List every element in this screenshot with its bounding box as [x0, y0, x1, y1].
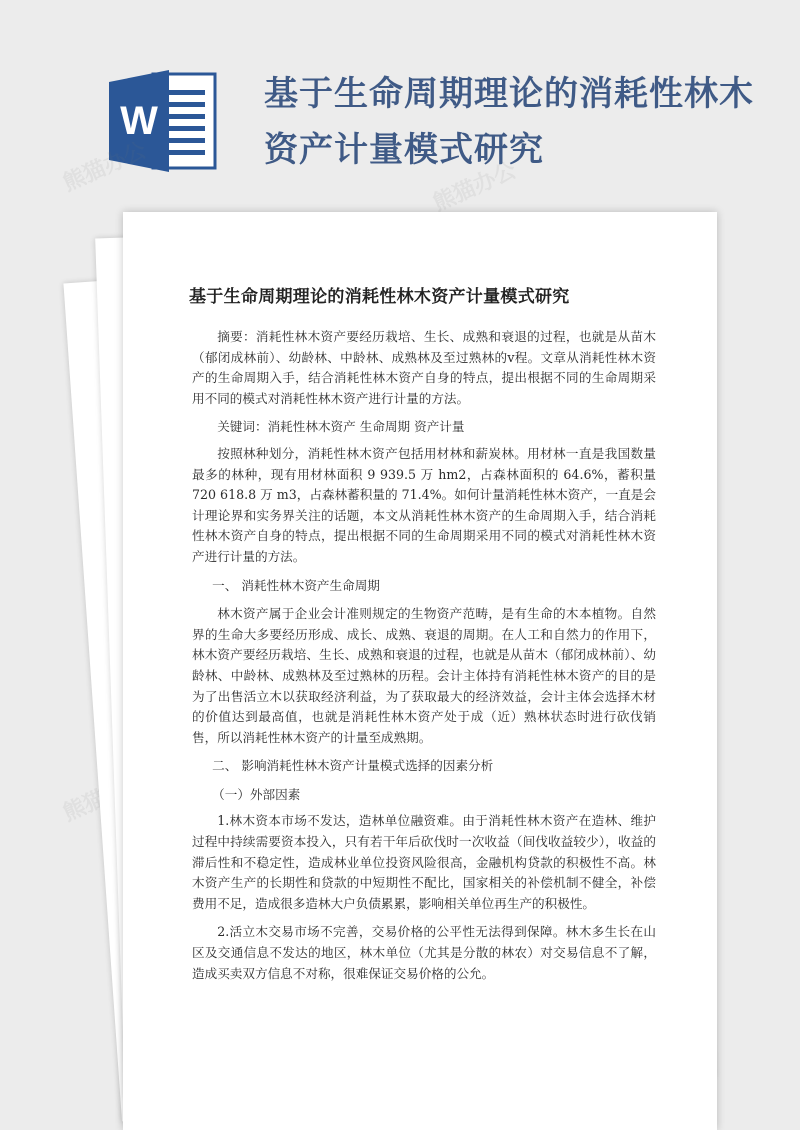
word-icon-letter: W — [120, 99, 158, 143]
section2-heading: 二、 影响消耗性林木资产计量模式选择的因素分析 — [212, 758, 494, 774]
intro-paragraph: 按照林种划分，消耗性林木资产包括用材林和薪炭林。用材林一直是我国数量最多的林种，现有用材林面积 9 939.5 万 hm2，占森林面积的 64.6%，蓄积量 720 618.8 万 m3，占森林蓄积量的 71.4%。如何计量消耗性林木资产，一直是会计理论界和实务界关注的话题，本文从消耗性林木资产的生命周期入手，结合消耗性林木资产自身的特点，提出根据不同的生命周期采用不同的模式对消耗性林木资产进行计量的方法。 — [192, 445, 656, 564]
document-title: 基于生命周期理论的消耗性林木资产计量模式研究 — [189, 287, 570, 307]
keywords-line: 关键词：消耗性林木资产 生命周期 资产计量 — [217, 419, 465, 435]
point1-paragraph: 1.林木资本市场不发达，造林单位融资难。由于消耗性林木资产在造林、维护过程中持续需要资本投入，只有若干年后砍伐时一次收益（间伐收益较少），收益的滞后性和不稳定性，造成林业单位投资风险很高，金融机构贷款的积极性不高。林木资产生产的长期性和贷款的中短期性不配比，国家相关的补偿机制不健全，补偿费用不足，造成很多造林大户负债累累，影响相关单位再生产的积极性。 — [192, 813, 656, 911]
watermark: 熊猫办公 — [429, 158, 521, 217]
point2-paragraph: 2.活立木交易市场不完善，交易价格的公平性无法得到保障。林木多生长在山区及交通信息不发达的地区，林木单位（尤其是分散的林农）对交易信息不了解，造成买卖双方信息不对称，很难保证交易价格的公允。 — [192, 924, 656, 981]
section1-heading: 一、 消耗性林木资产生命周期 — [212, 577, 380, 593]
watermark: 熊猫办公 — [59, 138, 151, 197]
section1-paragraph: 林木资产属于企业会计准则规定的生物资产范畴，是有生命的木本植物。自然界的生命大多要经历形成、成长、成熟、衰退的周期。在人工和自然力的作用下，林木资产要经历栽培、生长、成熟和衰退的过程，也就是从苗木（郁闭成林前）、幼龄林、中龄林、成熟林及至过熟林的历程。会计主体持有消耗性林木资产的目的是为了出售活立木以获取经济利益，为了获取最大的经济效益，会计主体会选择木材的价值达到最高值，也就是消耗性林木资产处于成（近）熟林状态时进行砍伐销售，所以消耗性林木资产的计量至成熟期。 — [192, 606, 656, 745]
word-document-icon — [107, 66, 225, 176]
page-header-title: 基于生命周期理论的消耗性林木资产计量模式研究 — [264, 74, 754, 170]
document-body — [192, 327, 656, 992]
section2-subheading: （一）外部因素 — [212, 786, 301, 802]
abstract-paragraph: 摘要：消耗性林木资产要经历栽培、生长、成熟和衰退的过程，也就是从苗木（郁闭成林前）、幼龄林、中龄林、成熟林及至过熟林的v程。文章从消耗性林木资产的生命周期入手，结合消耗性林木资产自身的特点，提出根据不同的生命周期采用不同的模式对消耗性林木资产进行计量的方法。 — [192, 329, 656, 406]
